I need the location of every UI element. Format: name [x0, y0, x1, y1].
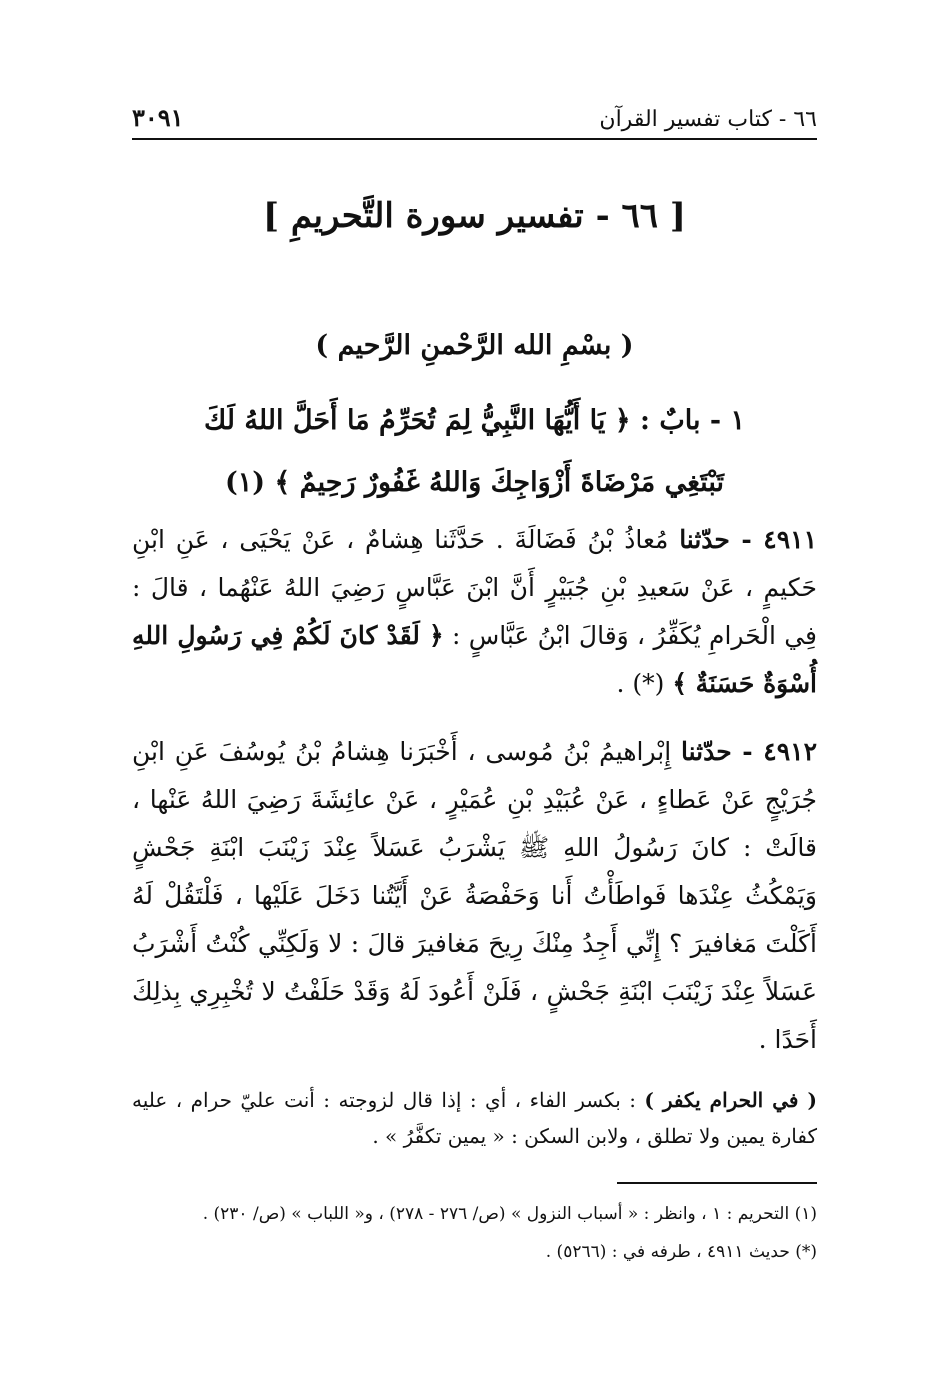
- hadith-text: إِبْراهيمُ بْنُ مُوسى ، أَخْبَرَنا هِشامُ بْنُ يُوسُفَ عَنِ ابْنِ جُرَيْجٍ عَنْ عَطاءٍ ، عَنْ عُبَيْدِ بْنِ عُمَيْرٍ ، عَنْ عائِشَةَ رَضِيَ اللهُ عَنْها ، قالَتْ : كانَ رَسُولُ اللهِ ﷺ يَشْرَبُ عَسَلاً عِنْدَ زَيْنَبَ ابْنَةِ جَحْشٍ وَيَمْكُثُ عِنْدَها فَواطَأْتُ أَنا وَحَفْصَةُ عَنْ أَيَّتُنا دَخَلَ عَلَيْها ، فَلْتَقُلْ لَهُ أَكَلْتَ مَغافيرَ ؟ إِنِّي أَجِدُ مِنْكَ رِيحَ مَغافيرَ قالَ : لا وَلَكِنِّي كُنْتُ أَشْرَبُ عَسَلاً عِنْدَ زَيْنَبَ ابْنَةِ جَحْشٍ ، فَلَنْ أَعُودَ لَهُ وَقَدْ حَلَفْتُ لا تُخْبِرِي بِذلِكَ أَحَدًا .: [132, 737, 817, 1054]
- explanation-term: ( في الحرام يكفر ): [644, 1088, 817, 1112]
- page-number: ٣٠٩١: [132, 103, 184, 132]
- hadith-text: مُعاذُ بْنُ فَضَالَةَ . حَدَّثَنا هِشامٌ ، عَنْ يَحْيَى ، عَنِ ابْنِ حَكيمٍ ، عَنْ سَعيدِ بْنِ جُبَيْرٍ أَنَّ ابْنَ عَبَّاسٍ رَضِيَ اللهُ عَنْهُما ، قالَ : فِي الْحَرامِ يُكَفِّرُ ، وَقالَ ابْنُ عَبَّاسٍ :: [132, 525, 818, 650]
- footnotes: [132, 1198, 817, 1274]
- chapter-heading-line-1: ١ - بابٌ : ﴿ يَا أَيُّهَا النَّبِيُّ لِمَ تُحَرِّمُ مَا أَحَلَّ اللهُ لَكَ: [203, 405, 746, 436]
- chapter-heading-line-2: تَبْتَغِي مَرْضَاةَ أَزْوَاجِكَ وَاللهُ غَفُورٌ رَحِيمٌ ﴾ (١): [224, 467, 724, 498]
- chapter-title: [ ٦٦ - تفسير سورة التَّحريمِ ]: [262, 196, 686, 236]
- explanation-text: : بكسر الفاء ، أي : إذا قال لزوجته : أنت عليّ حرام ، عليه كفارة يمين ولا تطلق ، ولابن السكن : « يمين تكفَّرُ » .: [132, 1088, 817, 1148]
- explanation-note: [132, 1082, 817, 1154]
- footnote-rule: [617, 1182, 817, 1184]
- hadith-reference: (*) .: [616, 669, 665, 698]
- running-title: ٦٦ - كتاب تفسير القرآن: [599, 107, 817, 132]
- footnote-1: (١) التحريم : ١ ، وانظر : « أسباب النزول » (ص/ ٢٧٦ - ٢٧٨) ، و« اللباب » (ص/ ٢٣٠) .: [202, 1204, 817, 1224]
- basmala: ( بسْمِ الله الرَّحْمنِ الرَّحيم ): [315, 330, 634, 361]
- quran-quote: ﴿ لَقَدْ كانَ لَكُمْ فِي رَسُولِ اللهِ أُسْوَةٌ حَسَنَةٌ ﴾: [132, 621, 817, 698]
- hadith-4912: [132, 728, 817, 1064]
- hadith-number: ٤٩١١ - حدّثنا: [679, 525, 817, 554]
- page-header: [132, 92, 817, 132]
- hadith-number: ٤٩١٢ - حدّثنا: [681, 737, 817, 766]
- header-rule: [132, 138, 817, 140]
- hadith-4911: [132, 516, 817, 708]
- footnote-2: (*) حديث ٤٩١١ ، طرفه في : (٥٢٦٦) .: [545, 1242, 817, 1262]
- chapter-heading: [132, 390, 817, 514]
